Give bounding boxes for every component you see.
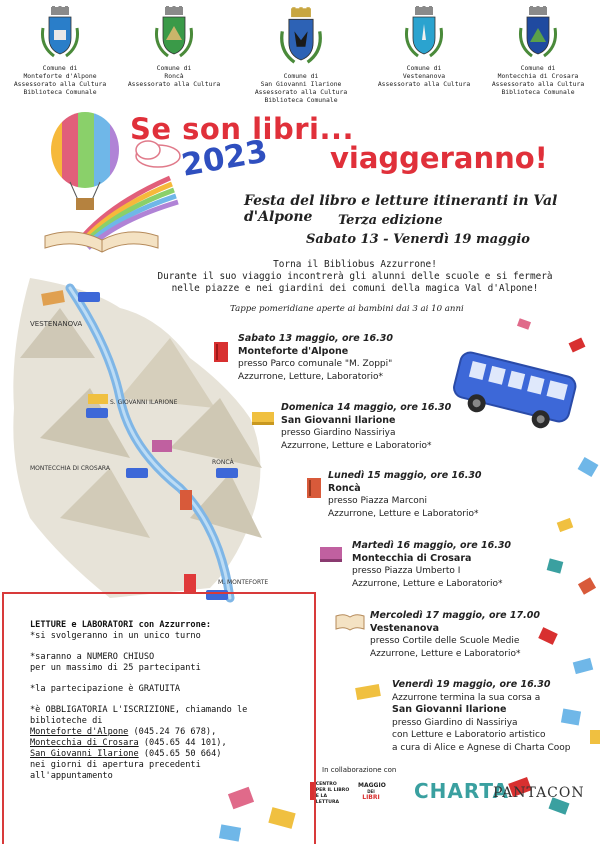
event-6-credits: a cura di Alice e Agnese di Charta Coop xyxy=(392,742,571,753)
crest-monteforte xyxy=(6,6,114,96)
centro-libro-logo xyxy=(310,782,350,806)
book-icon xyxy=(304,476,324,500)
centro-logo-line3: E LA LETTURA xyxy=(315,794,340,805)
map-label-san-giovanni: S. GIOVANNI ILARIONE xyxy=(110,399,178,406)
library-monteforte-name: Monteforte d'Alpone xyxy=(30,727,129,737)
coat-of-arms-icon xyxy=(404,6,444,62)
crest-vestenanova xyxy=(372,6,476,88)
event-4-place: Montecchia di Crosara xyxy=(352,552,472,564)
title-part-1: Se son libri... xyxy=(130,112,355,146)
crest-montecchia xyxy=(480,6,596,96)
title-year: 2023 xyxy=(178,133,271,184)
event-6-date: Venerdì 19 maggio, ore 16.30 xyxy=(392,679,551,690)
open-book-icon xyxy=(334,612,366,632)
library-san-giovanni xyxy=(30,749,310,760)
tappe-note: Tappe pomeridiane aperte ai bambini dai 3 ai 10 anni xyxy=(230,304,464,314)
crest-line4: Biblioteca Comunale xyxy=(23,88,97,96)
info-bullet-1: *si svolgeranno in un unico turno xyxy=(30,631,201,641)
event-2-location: presso Giardino Nassiriya xyxy=(281,428,396,438)
crest-line2: Roncà xyxy=(164,72,184,80)
info-heading: LETTURE e LABORATORI con Azzurrone: xyxy=(30,620,212,630)
crest-line3: Assessorato alla Cultura xyxy=(13,80,107,88)
info-bullet-4b: biblioteche di xyxy=(30,716,103,726)
map-label-monteforte: M. MONTEFORTE xyxy=(218,579,269,586)
library-montecchia-name: Montecchia di Crosara xyxy=(30,738,139,748)
library-san-giovanni-phone: (045.65 50 664) xyxy=(143,749,222,759)
intro-line-1: Torna il Bibliobus Azzurrone! xyxy=(273,259,437,270)
event-3-place: Roncà xyxy=(328,482,361,494)
crest-line2: Monteforte d'Alpone xyxy=(23,72,97,80)
event-4-date: Martedì 16 maggio, ore 16.30 xyxy=(352,540,512,551)
map-label-vestenanova: VESTENANOVA xyxy=(30,320,83,328)
crest-ronca xyxy=(122,6,226,88)
crest-line1: Comune di xyxy=(283,72,319,80)
event-4-activities: Azzurrone, Letture e Laboratorio* xyxy=(352,578,503,589)
coat-of-arms-icon xyxy=(40,6,80,62)
crest-line3: Assessorato alla Cultura xyxy=(254,88,348,96)
event-1-place: Monteforte d'Alpone xyxy=(238,345,349,357)
event-6-location: presso Giardino di Nassiriya xyxy=(392,717,518,728)
event-1 xyxy=(238,333,393,383)
edition: Terza edizione xyxy=(338,213,443,228)
crest-line2: Vestenanova xyxy=(402,72,446,80)
intro-line-3: nelle piazze e nei giardini dei comuni della magica Val d'Alpone! xyxy=(171,283,539,294)
event-1-date: Sabato 13 maggio, ore 16.30 xyxy=(238,333,393,344)
map-label-ronca: RONCÀ xyxy=(212,459,234,466)
collab-label: In collaborazione con xyxy=(322,766,397,774)
coat-of-arms-icon xyxy=(518,6,558,62)
coat-of-arms-icon xyxy=(279,6,323,70)
intro-line-2: Durante il suo viaggio incontrerà gli alunni delle scuole e si fermerà xyxy=(157,271,553,282)
library-monteforte-phone: (045.24 76 678), xyxy=(133,727,217,737)
event-dates: Sabato 13 - Venerdì 19 maggio xyxy=(306,232,530,247)
book-icon xyxy=(250,408,278,428)
book-icon xyxy=(212,340,232,364)
crest-line3: Assessorato alla Cultura xyxy=(127,80,221,88)
crest-line1: Comune di xyxy=(42,64,78,72)
book-icon xyxy=(318,544,346,566)
title-part-2: viaggeranno! xyxy=(330,141,548,175)
event-5-location: presso Cortile delle Scuole Medie xyxy=(370,636,520,646)
event-3-location: presso Piazza Marconi xyxy=(328,496,428,506)
event-6-place: San Giovanni Ilarione xyxy=(392,704,507,715)
info-bullet-4a: *è OBBLIGATORIA L'ISCRIZIONE, chiamando le xyxy=(30,705,248,715)
crest-line1: Comune di xyxy=(520,64,556,72)
library-san-giovanni-name: San Giovanni Ilarione xyxy=(30,749,139,759)
event-2-place: San Giovanni Ilarione xyxy=(281,414,396,426)
crest-line1: Comune di xyxy=(156,64,192,72)
event-2-activities: Azzurrone, Letture e Laboratorio* xyxy=(281,440,432,451)
event-5-activities: Azzurrone, Letture e Laboratorio* xyxy=(370,648,521,659)
crest-san-giovanni-ilarione xyxy=(244,6,358,104)
maggio-logo-line3: LIBRI xyxy=(362,794,380,801)
maggio-dei-libri-logo xyxy=(358,782,384,801)
charta-logo: CHARTA xyxy=(414,779,509,803)
coat-of-arms-icon xyxy=(154,6,194,62)
crest-line2: Montecchia di Crosara xyxy=(497,72,579,80)
info-bullet-2a: *saranno a NUMERO CHIUSO xyxy=(30,652,155,662)
event-5-date: Mercoledì 17 maggio, ore 17.00 xyxy=(370,610,540,621)
book-icon xyxy=(354,682,384,702)
info-bullet-2b: per un massimo di 25 partecipanti xyxy=(30,663,201,673)
event-1-activities: Azzurrone, Letture, Laboratorio* xyxy=(238,371,383,382)
val-d-alpone-map-illustration xyxy=(0,268,310,608)
centro-logo-line2: PER IL LIBRO xyxy=(315,788,350,793)
flying-books-decoration xyxy=(470,300,600,840)
crest-line4: Biblioteca Comunale xyxy=(264,96,338,104)
event-4-location: presso Piazza Umberto I xyxy=(352,566,461,576)
maggio-logo-line1: MAGGIO xyxy=(358,782,386,789)
maggio-logo-line2: DEI xyxy=(367,789,375,794)
crest-line4: Biblioteca Comunale xyxy=(501,88,575,96)
event-2-date: Domenica 14 maggio, ore 16.30 xyxy=(281,402,452,413)
event-2 xyxy=(281,402,451,452)
event-6-line-1: Azzurrone termina la sua corsa a xyxy=(392,692,541,703)
crest-line2: San Giovanni Ilarione xyxy=(260,80,342,88)
event-1-location: presso Parco comunale "M. Zoppi" xyxy=(238,359,393,369)
event-3-activities: Azzurrone, Letture e Laboratorio* xyxy=(328,508,479,519)
library-monteforte xyxy=(30,727,310,738)
event-6-activities: con Letture e Laboratorio artistico xyxy=(392,730,546,740)
info-bullet-5a: nei giorni di apertura precedenti xyxy=(30,760,201,770)
library-montecchia-phone: (045.65 44 101), xyxy=(143,738,227,748)
event-3 xyxy=(328,470,482,520)
info-bullet-5b: all'appuntamento xyxy=(30,771,113,781)
library-montecchia xyxy=(30,738,310,749)
centro-logo-line1: CENTRO xyxy=(315,782,337,787)
event-5-place: Vestenanova xyxy=(370,622,439,634)
event-3-date: Lunedì 15 maggio, ore 16.30 xyxy=(328,470,482,481)
info-bullet-3: *la partecipazione è GRATUITA xyxy=(30,684,181,694)
subtitle: Festa del libro e letture itineranti in Val d'Alpone xyxy=(244,193,558,225)
crest-line3: Assessorato alla Cultura xyxy=(377,80,471,88)
crest-line1: Comune di xyxy=(406,64,442,72)
map-label-montecchia: MONTECCHIA DI CROSARA xyxy=(30,465,110,472)
info-box xyxy=(30,620,310,782)
pantacon-logo: PANTACON xyxy=(493,785,585,801)
crest-line3: Assessorato alla Cultura xyxy=(491,80,585,88)
